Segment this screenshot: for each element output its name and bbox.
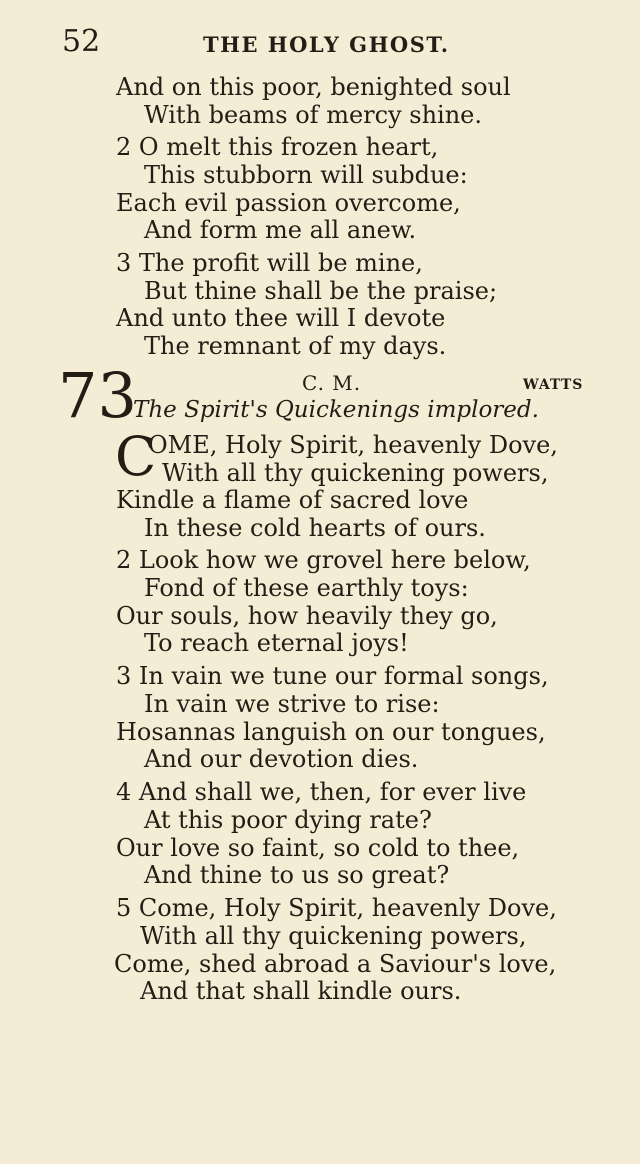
verse-line: And thine to us so great? — [144, 861, 450, 889]
verse-line: But thine shall be the praise; — [144, 277, 498, 305]
verse-line: Fond of these earthly toys: — [144, 574, 469, 602]
verse-line: And our devotion dies. — [144, 745, 419, 773]
page-number: 52 — [62, 24, 101, 59]
verse-line: 3 In vain we tune our formal songs, — [116, 662, 549, 690]
verse-line: Hosannas languish on our tongues, — [116, 718, 546, 746]
verse-line: And unto thee will I devote — [116, 304, 446, 332]
verse-line: The remnant of my days. — [144, 332, 447, 360]
hymn-number: 73 — [58, 359, 137, 432]
verse-line: At this poor dying rate? — [144, 806, 432, 834]
verse-line: And on this poor, benighted soul — [116, 73, 511, 101]
verse-line: 4 And shall we, then, for ever live — [116, 778, 527, 806]
verse-line: Kindle a flame of sacred love — [116, 486, 469, 514]
verse-line: 2 Look how we grovel here below, — [116, 546, 531, 574]
verse-line: In vain we strive to rise: — [144, 690, 440, 718]
verse-line: OME, Holy Spirit, heavenly Dove, — [148, 431, 558, 459]
drop-cap: C — [115, 425, 157, 488]
verse-line: And that shall kindle ours. — [140, 977, 462, 1005]
running-head: THE HOLY GHOST. — [203, 32, 450, 57]
verse-line: Our love so faint, so cold to thee, — [116, 834, 520, 862]
verse-line: 2 O melt this frozen heart, — [116, 133, 439, 161]
verse-line: With all thy quickening powers, — [162, 459, 549, 487]
verse-line: 5 Come, Holy Spirit, heavenly Dove, — [116, 894, 557, 922]
verse-line: With all thy quickening powers, — [140, 922, 527, 950]
hymn-title: The Spirit's Quickenings implored. — [133, 397, 539, 423]
verse-line: In these cold hearts of ours. — [144, 514, 486, 542]
verse-line: To reach eternal joys! — [144, 629, 409, 657]
verse-line: And form me all anew. — [144, 216, 417, 244]
verse-line: With beams of mercy shine. — [144, 101, 482, 129]
verse-line: 3 The profit will be mine, — [116, 249, 423, 277]
verse-line: This stubborn will subdue: — [144, 161, 468, 189]
hymn-author: WATTS — [523, 377, 584, 393]
verse-line: Our souls, how heavily they go, — [116, 602, 498, 630]
verse-line: Come, shed abroad a Saviour's love, — [114, 950, 557, 978]
verse-line: Each evil passion overcome, — [116, 189, 461, 217]
hymn-meter: C. M. — [302, 371, 362, 395]
